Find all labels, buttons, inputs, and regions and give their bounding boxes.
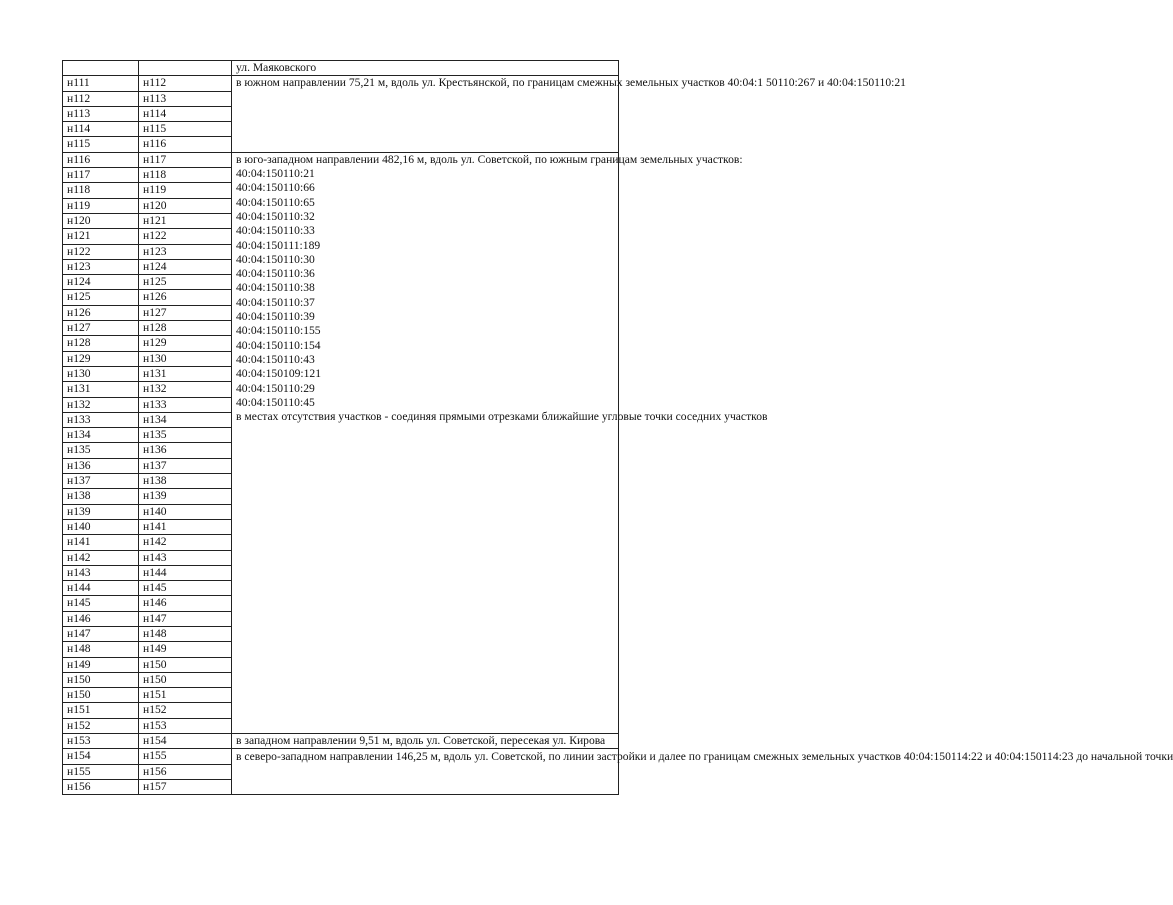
point-from-cell: н142 <box>63 550 139 565</box>
cadastral-number: 40:04:150109:121 <box>236 367 322 381</box>
point-to-cell: н132 <box>139 382 232 397</box>
cadastral-number: 40:04:150110:155 <box>236 324 321 338</box>
cadastral-number: 40:04:150110:39 <box>236 310 315 324</box>
point-to-cell: н130 <box>139 351 232 366</box>
point-from-cell: н145 <box>63 596 139 611</box>
point-from-cell: н125 <box>63 290 139 305</box>
point-to-cell: н129 <box>139 336 232 351</box>
point-from-cell: н147 <box>63 626 139 641</box>
boundary-table <box>62 60 1173 795</box>
point-to-cell: н133 <box>139 397 232 412</box>
point-to-cell: н152 <box>139 703 232 718</box>
point-to-cell: н120 <box>139 198 232 213</box>
point-from-cell: н153 <box>63 734 139 749</box>
point-to-cell: н112 <box>139 76 232 91</box>
point-to-cell: н150 <box>139 672 232 687</box>
point-from-cell: н118 <box>63 183 139 198</box>
point-to-cell: н146 <box>139 596 232 611</box>
point-from-cell <box>63 61 139 76</box>
cadastral-number: 40:04:150110:38 <box>236 281 315 295</box>
description-text: в западном направлении 9,51 м, вдоль ул. Советской, пересекая ул. Кирова <box>236 734 606 748</box>
description-outro: в местах отсутствия участков - соединяя прямыми отрезками ближайшие угловые точки соседних участков <box>236 410 768 424</box>
point-from-cell: н149 <box>63 657 139 672</box>
point-from-cell: н144 <box>63 581 139 596</box>
point-from-cell: н121 <box>63 229 139 244</box>
point-from-cell: н129 <box>63 351 139 366</box>
point-from-cell: н134 <box>63 428 139 443</box>
cadastral-number: 40:04:150110:65 <box>236 195 315 209</box>
point-from-cell: н135 <box>63 443 139 458</box>
cadastral-number: 40:04:150110:21 <box>236 167 315 181</box>
description-text: в южном направлении 75,21 м, вдоль ул. Крестьянской, по границам смежных земельных участков 40:04:1 50110:267 и 40:04:150110:21 <box>236 76 906 90</box>
point-from-cell: н126 <box>63 305 139 320</box>
point-to-cell: н131 <box>139 366 232 381</box>
point-to-cell: н153 <box>139 718 232 733</box>
point-from-cell: н119 <box>63 198 139 213</box>
description-cell <box>232 76 906 152</box>
description-cell: ул. Маяковского <box>232 61 619 76</box>
point-from-cell: н150 <box>63 688 139 703</box>
point-to-cell: н139 <box>139 489 232 504</box>
point-to-cell: н119 <box>139 183 232 198</box>
point-from-cell: н128 <box>63 336 139 351</box>
point-to-cell: н145 <box>139 581 232 596</box>
point-to-cell: н151 <box>139 688 232 703</box>
point-to-cell: н136 <box>139 443 232 458</box>
point-from-cell: н150 <box>63 672 139 687</box>
cadastral-number: 40:04:150110:36 <box>236 267 315 281</box>
point-to-cell: н140 <box>139 504 232 519</box>
description-cell <box>232 152 768 733</box>
point-to-cell: н147 <box>139 611 232 626</box>
point-from-cell: н132 <box>63 397 139 412</box>
point-from-cell: н143 <box>63 565 139 580</box>
point-to-cell: н144 <box>139 565 232 580</box>
point-from-cell: н139 <box>63 504 139 519</box>
description-cell <box>232 734 619 749</box>
point-from-cell: н116 <box>63 152 139 167</box>
cadastral-number: 40:04:150111:189 <box>236 238 321 252</box>
point-to-cell: н118 <box>139 168 232 183</box>
point-from-cell: н151 <box>63 703 139 718</box>
point-from-cell: н152 <box>63 718 139 733</box>
point-from-cell: н137 <box>63 474 139 489</box>
table-row <box>63 152 619 167</box>
point-to-cell: н148 <box>139 626 232 641</box>
cadastral-number: 40:04:150110:37 <box>236 295 315 309</box>
point-to-cell: н126 <box>139 290 232 305</box>
point-to-cell: н138 <box>139 474 232 489</box>
point-to-cell: н115 <box>139 122 232 137</box>
point-from-cell: н112 <box>63 91 139 106</box>
point-from-cell: н113 <box>63 106 139 121</box>
point-to-cell: н149 <box>139 642 232 657</box>
point-from-cell: н127 <box>63 321 139 336</box>
point-to-cell: н137 <box>139 458 232 473</box>
description-intro: в юго-западном направлении 482,16 м, вдоль ул. Советской, по южным границам земельных участков: <box>236 152 743 166</box>
point-from-cell: н138 <box>63 489 139 504</box>
point-to-cell: н127 <box>139 305 232 320</box>
point-to-cell: н117 <box>139 152 232 167</box>
table-row <box>63 734 619 749</box>
cadastral-number: 40:04:150110:33 <box>236 224 315 238</box>
point-from-cell: н115 <box>63 137 139 152</box>
description-text: в северо-западном направлении 146,25 м, вдоль ул. Советской, по линии застройки и далее по границам смежных земельных участков 40:04:150114:22 и 40:04:150114:23 до начальной точки <box>236 750 1173 764</box>
point-from-cell: н136 <box>63 458 139 473</box>
point-from-cell: н120 <box>63 213 139 228</box>
cadastral-number: 40:04:150110:66 <box>236 181 315 195</box>
point-to-cell: н116 <box>139 137 232 152</box>
point-from-cell: н156 <box>63 779 139 794</box>
point-to-cell: н141 <box>139 519 232 534</box>
point-from-cell: н117 <box>63 168 139 183</box>
point-from-cell: н124 <box>63 275 139 290</box>
table-row <box>63 76 619 91</box>
point-from-cell: н133 <box>63 412 139 427</box>
boundary-table-body <box>63 61 1173 795</box>
point-to-cell: н135 <box>139 428 232 443</box>
cadastral-number: 40:04:150110:30 <box>236 252 315 266</box>
point-from-cell: н131 <box>63 382 139 397</box>
point-from-cell: н155 <box>63 764 139 779</box>
point-to-cell: н124 <box>139 259 232 274</box>
point-from-cell: н122 <box>63 244 139 259</box>
point-to-cell: н125 <box>139 275 232 290</box>
cadastral-number-list <box>236 167 614 410</box>
point-to-cell: н143 <box>139 550 232 565</box>
cadastral-number: 40:04:150110:45 <box>236 395 315 409</box>
point-to-cell: н155 <box>139 749 232 764</box>
point-to-cell: н142 <box>139 535 232 550</box>
point-from-cell: н114 <box>63 122 139 137</box>
point-to-cell: н134 <box>139 412 232 427</box>
point-to-cell: н156 <box>139 764 232 779</box>
point-to-cell: н121 <box>139 213 232 228</box>
point-to-cell: н154 <box>139 734 232 749</box>
point-from-cell: н140 <box>63 519 139 534</box>
point-to-cell: н128 <box>139 321 232 336</box>
point-from-cell: н154 <box>63 749 139 764</box>
cadastral-number: 40:04:150110:154 <box>236 338 321 352</box>
point-from-cell: н130 <box>63 366 139 381</box>
point-from-cell: н111 <box>63 76 139 91</box>
cadastral-number: 40:04:150110:29 <box>236 381 315 395</box>
point-to-cell: н114 <box>139 106 232 121</box>
cadastral-number: 40:04:150110:32 <box>236 209 315 223</box>
point-from-cell: н148 <box>63 642 139 657</box>
description-cell <box>232 749 1173 795</box>
point-to-cell: н122 <box>139 229 232 244</box>
point-to-cell <box>139 61 232 76</box>
cadastral-number: 40:04:150110:43 <box>236 352 315 366</box>
point-from-cell: н123 <box>63 259 139 274</box>
point-to-cell: н157 <box>139 779 232 794</box>
table-row <box>63 749 619 764</box>
table-row <box>63 61 619 76</box>
point-from-cell: н146 <box>63 611 139 626</box>
point-to-cell: н150 <box>139 657 232 672</box>
point-to-cell: н123 <box>139 244 232 259</box>
point-to-cell: н113 <box>139 91 232 106</box>
point-from-cell: н141 <box>63 535 139 550</box>
